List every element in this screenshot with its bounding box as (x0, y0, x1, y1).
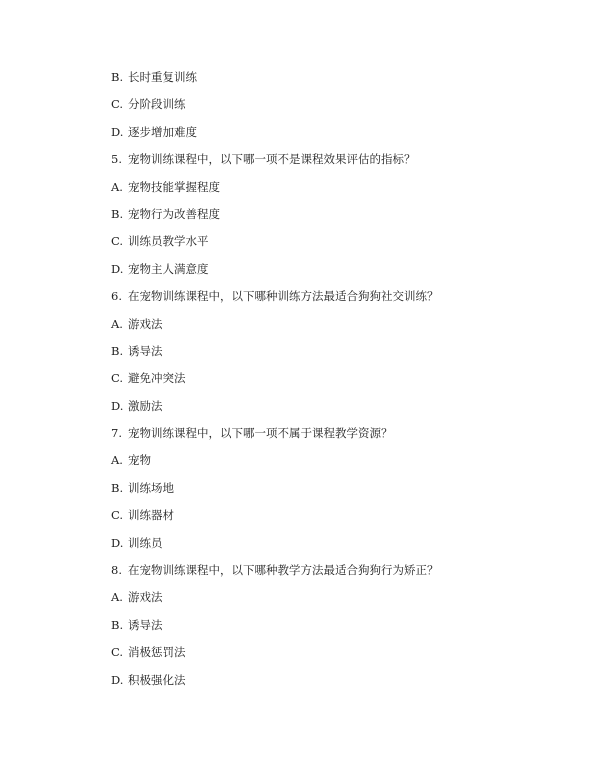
question-number: 6. (111, 289, 122, 304)
option-b-line (111, 612, 551, 639)
question-number: 8. (111, 563, 122, 578)
line-label: A. (111, 590, 123, 605)
line-label: B. (111, 70, 124, 84)
option-c-line (111, 228, 551, 255)
option-c-line (111, 639, 551, 666)
line-text: 诱导法 (128, 617, 163, 632)
line-text: 宠物 (128, 453, 151, 468)
line-label: A. (111, 453, 123, 468)
line-label: C. (111, 508, 124, 523)
line-text: 长时重复训练 (128, 70, 197, 84)
option-b-line (111, 64, 551, 91)
question-6 (111, 283, 551, 310)
line-label: D. (111, 398, 124, 413)
line-label: D. (111, 672, 124, 687)
line-text: 训练员教学水平 (128, 234, 209, 249)
question-text: 在宠物训练课程中，以下哪种教学方法最适合狗狗行为矫正？ (128, 563, 439, 578)
line-text: 游戏法 (128, 316, 163, 331)
line-text: 分阶段训练 (128, 97, 186, 112)
line-label: B. (111, 480, 124, 495)
option-d-line (111, 256, 551, 283)
question-number: 7. (111, 426, 122, 441)
line-label: A. (111, 316, 123, 331)
line-text: 逐步增加难度 (128, 124, 197, 139)
line-text: 训练员 (128, 535, 163, 550)
option-c-line (111, 91, 551, 118)
question-8 (111, 557, 551, 584)
option-d-line (111, 530, 551, 557)
option-b-line (111, 338, 551, 365)
line-text: 宠物行为改善程度 (128, 206, 220, 221)
option-d-line (111, 667, 551, 694)
line-label: B. (111, 617, 124, 632)
line-label: C. (111, 97, 124, 112)
option-a-line (111, 447, 551, 474)
option-b-line (111, 201, 551, 228)
question-5 (111, 146, 551, 173)
line-text: 游戏法 (128, 590, 163, 605)
line-label: A. (111, 179, 123, 194)
line-label: B. (111, 343, 124, 358)
option-b-line (111, 475, 551, 502)
question-number: 5. (111, 152, 122, 167)
line-text: 宠物主人满意度 (128, 261, 209, 276)
line-label: D. (111, 535, 124, 550)
question-text: 在宠物训练课程中，以下哪种训练方法最适合狗狗社交训练？ (128, 289, 439, 304)
line-text: 诱导法 (128, 343, 163, 358)
line-text: 训练器材 (128, 508, 174, 523)
option-c-line (111, 502, 551, 529)
line-label: C. (111, 645, 124, 660)
option-a-line (111, 174, 551, 201)
line-label: C. (111, 234, 124, 249)
line-label: D. (111, 261, 124, 276)
line-text: 宠物技能掌握程度 (128, 179, 220, 194)
line-label: C. (111, 371, 124, 386)
line-label: B. (111, 206, 124, 221)
line-text: 激励法 (128, 398, 163, 413)
option-c-line (111, 365, 551, 392)
line-text: 消极惩罚法 (128, 645, 186, 660)
option-d-line (111, 393, 551, 420)
question-7 (111, 420, 551, 447)
line-text: 避免冲突法 (128, 371, 186, 386)
line-text: 积极强化法 (128, 672, 186, 687)
question-text: 宠物训练课程中，以下哪一项不是课程效果评估的指标？ (128, 152, 416, 167)
line-text: 训练场地 (128, 480, 174, 495)
option-a-line (111, 584, 551, 611)
question-list (111, 64, 551, 694)
line-label: D. (111, 124, 124, 139)
option-d-line (111, 119, 551, 146)
question-text: 宠物训练课程中，以下哪一项不属于课程教学资源？ (128, 426, 393, 441)
option-a-line (111, 311, 551, 338)
